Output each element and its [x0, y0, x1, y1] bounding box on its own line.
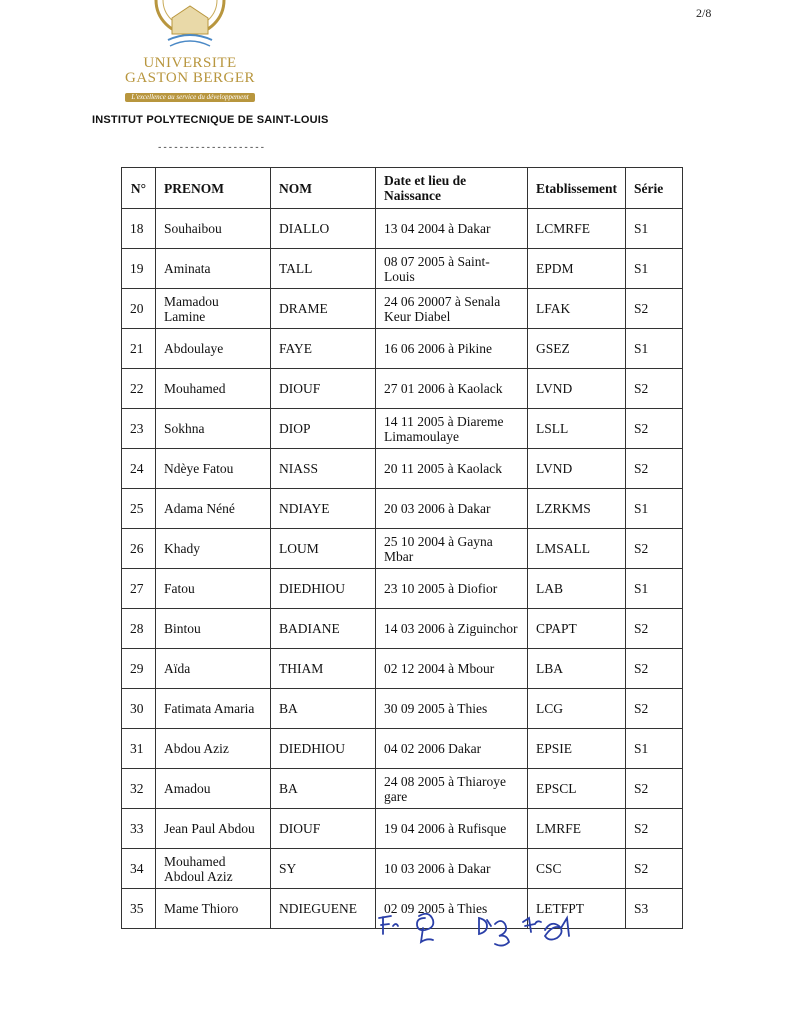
- cell-prenom: Abdoulaye: [156, 329, 271, 369]
- cell-etab: LVND: [528, 369, 626, 409]
- cell-num: 34: [122, 849, 156, 889]
- table-row: [122, 369, 683, 409]
- cell-serie: S2: [626, 369, 683, 409]
- cell-nom: DIOP: [271, 409, 376, 449]
- table-row: [122, 489, 683, 529]
- header-num: N°: [122, 168, 156, 209]
- cell-date: 20 11 2005 à Kaolack: [376, 449, 528, 489]
- cell-etab: LZRKMS: [528, 489, 626, 529]
- cell-num: 25: [122, 489, 156, 529]
- cell-etab: CSC: [528, 849, 626, 889]
- cell-etab: EPDM: [528, 249, 626, 289]
- institute-title: INSTITUT POLYTECNIQUE DE SAINT-LOUIS: [92, 114, 329, 126]
- cell-serie: S1: [626, 329, 683, 369]
- cell-num: 19: [122, 249, 156, 289]
- cell-num: 33: [122, 809, 156, 849]
- cell-etab: LETFPT: [528, 889, 626, 929]
- table-header-row: [122, 168, 683, 209]
- header-prenom: PRENOM: [156, 168, 271, 209]
- cell-prenom: Mouhamed: [156, 369, 271, 409]
- cell-num: 21: [122, 329, 156, 369]
- cell-prenom: Khady: [156, 529, 271, 569]
- university-logo: [115, 0, 265, 104]
- cell-nom: NDIAYE: [271, 489, 376, 529]
- cell-etab: LFAK: [528, 289, 626, 329]
- table-row: [122, 449, 683, 489]
- cell-date: 20 03 2006 à Dakar: [376, 489, 528, 529]
- cell-nom: BA: [271, 689, 376, 729]
- cell-prenom: Mouhamed Abdoul Aziz: [156, 849, 271, 889]
- cell-date: 04 02 2006 Dakar: [376, 729, 528, 769]
- cell-nom: FAYE: [271, 329, 376, 369]
- cell-etab: CPAPT: [528, 609, 626, 649]
- cell-etab: EPSIE: [528, 729, 626, 769]
- cell-prenom: Adama Néné: [156, 489, 271, 529]
- cell-nom: BADIANE: [271, 609, 376, 649]
- cell-prenom: Aïda: [156, 649, 271, 689]
- cell-num: 27: [122, 569, 156, 609]
- cell-date: 24 06 20007 à Senala Keur Diabel: [376, 289, 528, 329]
- cell-prenom: Amadou: [156, 769, 271, 809]
- cell-date: 23 10 2005 à Diofior: [376, 569, 528, 609]
- cell-nom: NDIEGUENE: [271, 889, 376, 929]
- separator-line: --------------------: [157, 143, 266, 153]
- cell-date: 08 07 2005 à Saint-Louis: [376, 249, 528, 289]
- cell-date: 24 08 2005 à Thiaroye gare: [376, 769, 528, 809]
- cell-date: 02 12 2004 à Mbour: [376, 649, 528, 689]
- table-row: [122, 569, 683, 609]
- cell-num: 23: [122, 409, 156, 449]
- cell-num: 28: [122, 609, 156, 649]
- cell-serie: S2: [626, 449, 683, 489]
- cell-prenom: Fatimata Amaria: [156, 689, 271, 729]
- table-row: [122, 609, 683, 649]
- cell-nom: DIEDHIOU: [271, 569, 376, 609]
- table-row: [122, 649, 683, 689]
- cell-etab: LAB: [528, 569, 626, 609]
- cell-nom: LOUM: [271, 529, 376, 569]
- cell-date: 10 03 2006 à Dakar: [376, 849, 528, 889]
- university-name-line2: GASTON BERGER: [125, 70, 255, 86]
- cell-serie: S2: [626, 409, 683, 449]
- cell-nom: DIALLO: [271, 209, 376, 249]
- cell-num: 31: [122, 729, 156, 769]
- cell-prenom: Abdou Aziz: [156, 729, 271, 769]
- cell-nom: SY: [271, 849, 376, 889]
- cell-serie: S2: [626, 769, 683, 809]
- cell-prenom: Fatou: [156, 569, 271, 609]
- table-row: [122, 209, 683, 249]
- cell-nom: DIEDHIOU: [271, 729, 376, 769]
- cell-num: 20: [122, 289, 156, 329]
- table-row: [122, 329, 683, 369]
- cell-prenom: Mame Thioro: [156, 889, 271, 929]
- cell-date: 19 04 2006 à Rufisque: [376, 809, 528, 849]
- university-name-line1: UNIVERSITE: [143, 55, 237, 71]
- header-date: Date et lieu de Naissance: [376, 168, 528, 209]
- cell-num: 30: [122, 689, 156, 729]
- cell-prenom: Ndèye Fatou: [156, 449, 271, 489]
- cell-etab: LCG: [528, 689, 626, 729]
- cell-prenom: Jean Paul Abdou: [156, 809, 271, 849]
- table-row: [122, 289, 683, 329]
- cell-num: 32: [122, 769, 156, 809]
- cell-prenom: Aminata: [156, 249, 271, 289]
- cell-serie: S2: [626, 289, 683, 329]
- cell-serie: S1: [626, 569, 683, 609]
- cell-etab: LMRFE: [528, 809, 626, 849]
- header-nom: NOM: [271, 168, 376, 209]
- table-row: [122, 769, 683, 809]
- cell-serie: S2: [626, 849, 683, 889]
- cell-serie: S1: [626, 489, 683, 529]
- cell-nom: DRAME: [271, 289, 376, 329]
- student-table: [121, 167, 683, 929]
- cell-etab: LVND: [528, 449, 626, 489]
- cell-nom: TALL: [271, 249, 376, 289]
- cell-serie: S1: [626, 729, 683, 769]
- cell-serie: S3: [626, 889, 683, 929]
- cell-num: 26: [122, 529, 156, 569]
- cell-nom: DIOUF: [271, 369, 376, 409]
- university-motto: L'excellence au service du développement: [125, 93, 254, 102]
- cell-etab: LSLL: [528, 409, 626, 449]
- table-row: [122, 409, 683, 449]
- cell-etab: EPSCL: [528, 769, 626, 809]
- cell-prenom: Bintou: [156, 609, 271, 649]
- cell-num: 22: [122, 369, 156, 409]
- page-number: 2/8: [696, 6, 712, 20]
- cell-etab: LCMRFE: [528, 209, 626, 249]
- cell-serie: S2: [626, 809, 683, 849]
- cell-num: 35: [122, 889, 156, 929]
- cell-serie: S2: [626, 649, 683, 689]
- cell-date: 30 09 2005 à Thies: [376, 689, 528, 729]
- table-row: [122, 529, 683, 569]
- cell-serie: S1: [626, 209, 683, 249]
- cell-num: 24: [122, 449, 156, 489]
- cell-prenom: Sokhna: [156, 409, 271, 449]
- cell-date: 02 09 2005 à Thies: [376, 889, 528, 929]
- header-serie: Série: [626, 168, 683, 209]
- cell-date: 14 11 2005 à Diareme Limamoulaye: [376, 409, 528, 449]
- header-etablissement: Etablissement: [528, 168, 626, 209]
- table-row: [122, 249, 683, 289]
- table-row: [122, 809, 683, 849]
- cell-etab: GSEZ: [528, 329, 626, 369]
- cell-date: 25 10 2004 à Gayna Mbar: [376, 529, 528, 569]
- cell-serie: S2: [626, 529, 683, 569]
- cell-date: 27 01 2006 à Kaolack: [376, 369, 528, 409]
- cell-prenom: Mamadou Lamine: [156, 289, 271, 329]
- cell-etab: LBA: [528, 649, 626, 689]
- cell-nom: NIASS: [271, 449, 376, 489]
- university-seal-icon: [150, 0, 230, 56]
- cell-nom: DIOUF: [271, 809, 376, 849]
- table-row: [122, 729, 683, 769]
- cell-nom: THIAM: [271, 649, 376, 689]
- cell-etab: LMSALL: [528, 529, 626, 569]
- table-row: [122, 849, 683, 889]
- cell-num: 18: [122, 209, 156, 249]
- cell-prenom: Souhaibou: [156, 209, 271, 249]
- cell-date: 13 04 2004 à Dakar: [376, 209, 528, 249]
- cell-date: 16 06 2006 à Pikine: [376, 329, 528, 369]
- cell-date: 14 03 2006 à Ziguinchor: [376, 609, 528, 649]
- handwritten-signatures: [375, 906, 615, 956]
- cell-serie: S1: [626, 249, 683, 289]
- signatures-icon: [375, 906, 615, 956]
- table-row: [122, 689, 683, 729]
- cell-serie: S2: [626, 609, 683, 649]
- cell-nom: BA: [271, 769, 376, 809]
- cell-num: 29: [122, 649, 156, 689]
- cell-serie: S2: [626, 689, 683, 729]
